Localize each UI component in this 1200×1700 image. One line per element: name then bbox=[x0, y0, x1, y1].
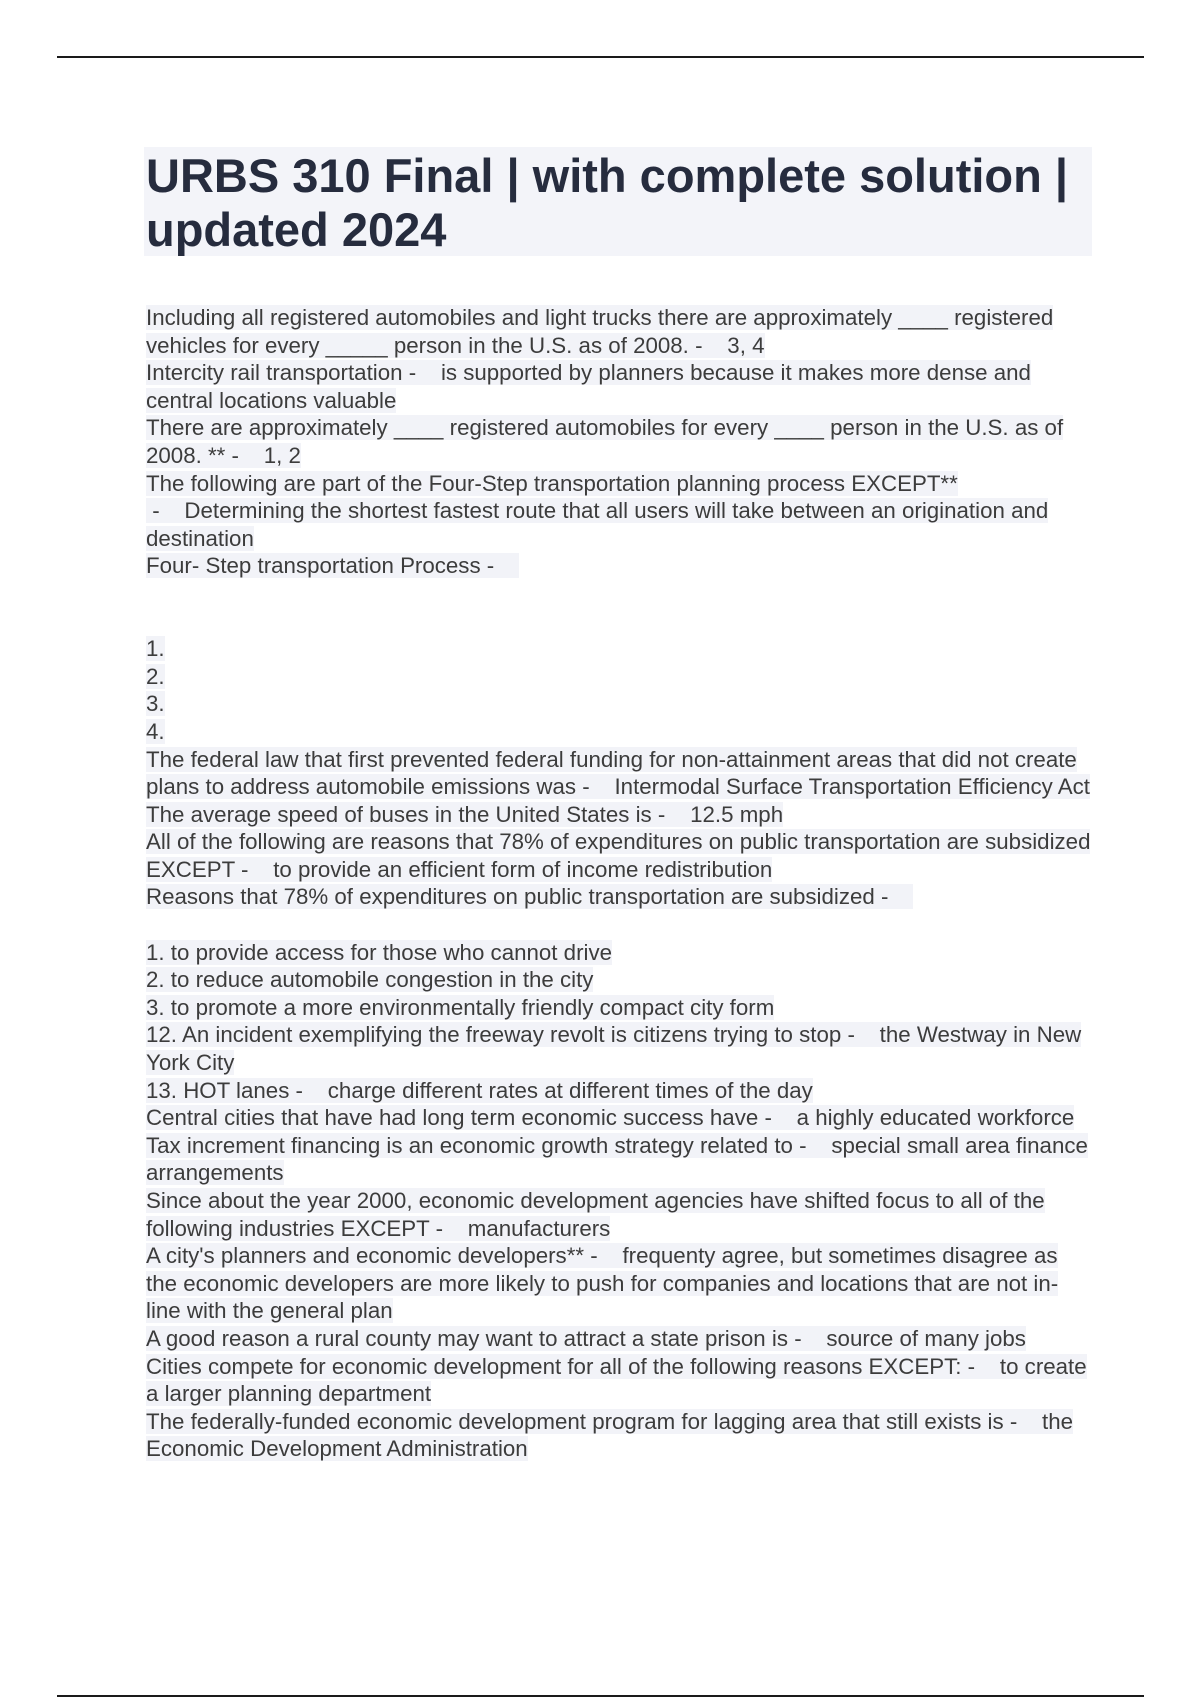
qa-item bbox=[146, 304, 1091, 359]
qa-item-highlight bbox=[146, 360, 1031, 413]
qa-separator: - bbox=[584, 1243, 623, 1269]
qa-list bbox=[146, 304, 1091, 1463]
answer-text: charge different rates at different times of the day bbox=[327, 1077, 813, 1103]
answer-text: 3, 4 bbox=[727, 332, 765, 358]
qa-item bbox=[146, 883, 1091, 1021]
qa-item bbox=[146, 414, 1091, 469]
answer-text: 1. 2. 3. 4. bbox=[146, 636, 165, 744]
qa-item bbox=[146, 1187, 1091, 1242]
qa-item bbox=[146, 1325, 1091, 1353]
answer-text: a highly educated workforce bbox=[796, 1105, 1075, 1131]
qa-item bbox=[146, 1077, 1091, 1105]
question-text: The federally-funded economic development program for lagging area that still exists is bbox=[146, 1408, 1004, 1434]
qa-separator: - bbox=[961, 1353, 1000, 1379]
question-text: Including all registered automobiles and light trucks there are approximately ____ registered vehicles for every _____ person in the U.S. as of 2008. bbox=[146, 305, 1054, 358]
qa-item bbox=[146, 801, 1091, 829]
qa-item-highlight bbox=[146, 1105, 1074, 1130]
qa-separator: - bbox=[402, 360, 441, 386]
qa-separator: - bbox=[651, 801, 691, 827]
question-text: Central cities that have had long term economic success have bbox=[146, 1105, 759, 1131]
answer-text: Intermodal Surface Transportation Efficiency Act bbox=[614, 774, 1090, 800]
qa-item bbox=[146, 828, 1091, 883]
qa-item bbox=[146, 1104, 1091, 1132]
qa-item-highlight bbox=[146, 1326, 1026, 1351]
question-text: 13. HOT lanes bbox=[146, 1077, 290, 1103]
qa-separator: - bbox=[758, 1105, 797, 1131]
qa-separator: - bbox=[146, 498, 185, 524]
qa-separator: - bbox=[1003, 1408, 1043, 1434]
qa-item-highlight bbox=[146, 1354, 1087, 1407]
qa-item bbox=[146, 1132, 1091, 1187]
qa-item bbox=[146, 1021, 1091, 1076]
qa-item-highlight bbox=[146, 1409, 1073, 1462]
qa-separator: - bbox=[576, 774, 615, 800]
qa-separator: - bbox=[788, 1325, 827, 1351]
question-text: Four- Step transportation Process bbox=[146, 553, 481, 579]
qa-separator: - bbox=[429, 1215, 468, 1241]
answer-text: 1. to provide access for those who cannot drive 2. to reduce automobile congestion in the city 3. to promote a more environmentally friendly compact city form bbox=[146, 939, 775, 1020]
qa-item-highlight bbox=[146, 1078, 813, 1103]
question-text: There are approximately ____ registered automobiles for every ____ person in the U.S. as of 2008. ** bbox=[146, 415, 1064, 468]
qa-item-highlight bbox=[146, 1188, 1045, 1241]
qa-item-highlight bbox=[146, 747, 1090, 800]
header-rule bbox=[57, 56, 1144, 58]
qa-separator: - bbox=[234, 856, 274, 882]
question-text: Tax increment financing is an economic growth strategy related to bbox=[146, 1132, 793, 1158]
qa-item bbox=[146, 746, 1091, 801]
qa-item-highlight bbox=[146, 1133, 1088, 1186]
qa-separator: - bbox=[225, 442, 264, 468]
question-text: Intercity rail transportation bbox=[146, 360, 403, 386]
question-text: Since about the year 2000, economic development agencies have shifted focus to all of the following industries EXCEPT bbox=[146, 1188, 1045, 1241]
question-text: A city's planners and economic developers** bbox=[146, 1243, 585, 1269]
qa-item bbox=[146, 552, 1091, 745]
qa-item bbox=[146, 1242, 1091, 1325]
question-text: The following are part of the Four-Step transportation planning process EXCEPT** bbox=[146, 470, 958, 496]
answer-text: the Westway in New York City bbox=[146, 1022, 1082, 1076]
question-text: 12. An incident exemplifying the freeway revolt is citizens trying to stop bbox=[146, 1022, 842, 1048]
qa-separator: - bbox=[874, 884, 914, 910]
qa-item bbox=[146, 359, 1091, 414]
qa-item-highlight bbox=[146, 1243, 1058, 1323]
question-text: Reasons that 78% of expenditures on public transportation are subsidized bbox=[146, 884, 875, 910]
qa-separator: - bbox=[289, 1077, 328, 1103]
answer-text: source of many jobs bbox=[826, 1325, 1026, 1351]
qa-item bbox=[146, 1408, 1091, 1463]
qa-separator: - bbox=[688, 332, 728, 358]
answer-text: frequenty agree, but sometimes disagree as the economic developers are more likely to push for companies and locations that are not in-line with the general plan bbox=[146, 1243, 1059, 1324]
answer-text: manufacturers bbox=[467, 1215, 611, 1241]
qa-item-highlight bbox=[146, 415, 1063, 468]
qa-item-highlight bbox=[146, 884, 913, 1019]
question-text: All of the following are reasons that 78% of expenditures on public transportation are subsidized EXCEPT bbox=[146, 829, 1091, 882]
answer-text: to create a larger planning department bbox=[146, 1353, 1087, 1407]
qa-item-highlight bbox=[146, 553, 519, 744]
qa-item-highlight bbox=[146, 1022, 1081, 1075]
qa-separator: - bbox=[480, 553, 520, 579]
answer-text: the Economic Development Administration bbox=[146, 1408, 1074, 1462]
qa-item-highlight bbox=[146, 471, 1048, 551]
answer-text: special small area finance arrangements bbox=[146, 1132, 1088, 1186]
qa-item-highlight bbox=[146, 802, 783, 827]
question-text: Cities compete for economic development for all of the following reasons EXCEPT: bbox=[146, 1353, 962, 1379]
answer-text: to provide an efficient form of income redistribution bbox=[273, 856, 773, 882]
qa-item-highlight bbox=[146, 305, 1053, 358]
answer-text: 12.5 mph bbox=[690, 801, 784, 827]
question-text: The federal law that first prevented federal funding for non-attainment areas that did not create plans to address automobile emissions was bbox=[146, 746, 1077, 800]
qa-item bbox=[146, 1353, 1091, 1408]
question-text: The average speed of buses in the United States is bbox=[146, 801, 652, 827]
answer-text: Determining the shortest fastest route that all users will take between an origination and destination bbox=[146, 498, 1049, 551]
document-title: URBS 310 Final | with complete solution | updated 2024 bbox=[146, 149, 1069, 256]
qa-item bbox=[146, 470, 1091, 553]
answer-text: 1, 2 bbox=[263, 442, 301, 468]
footer-rule bbox=[57, 1695, 1144, 1697]
qa-separator: - bbox=[792, 1132, 832, 1158]
question-text: A good reason a rural county may want to attract a state prison is bbox=[146, 1325, 788, 1351]
qa-item-highlight bbox=[146, 829, 1090, 882]
answer-text: is supported by planners because it makes more dense and central locations valuable bbox=[146, 360, 1031, 413]
qa-separator: - bbox=[841, 1022, 880, 1048]
